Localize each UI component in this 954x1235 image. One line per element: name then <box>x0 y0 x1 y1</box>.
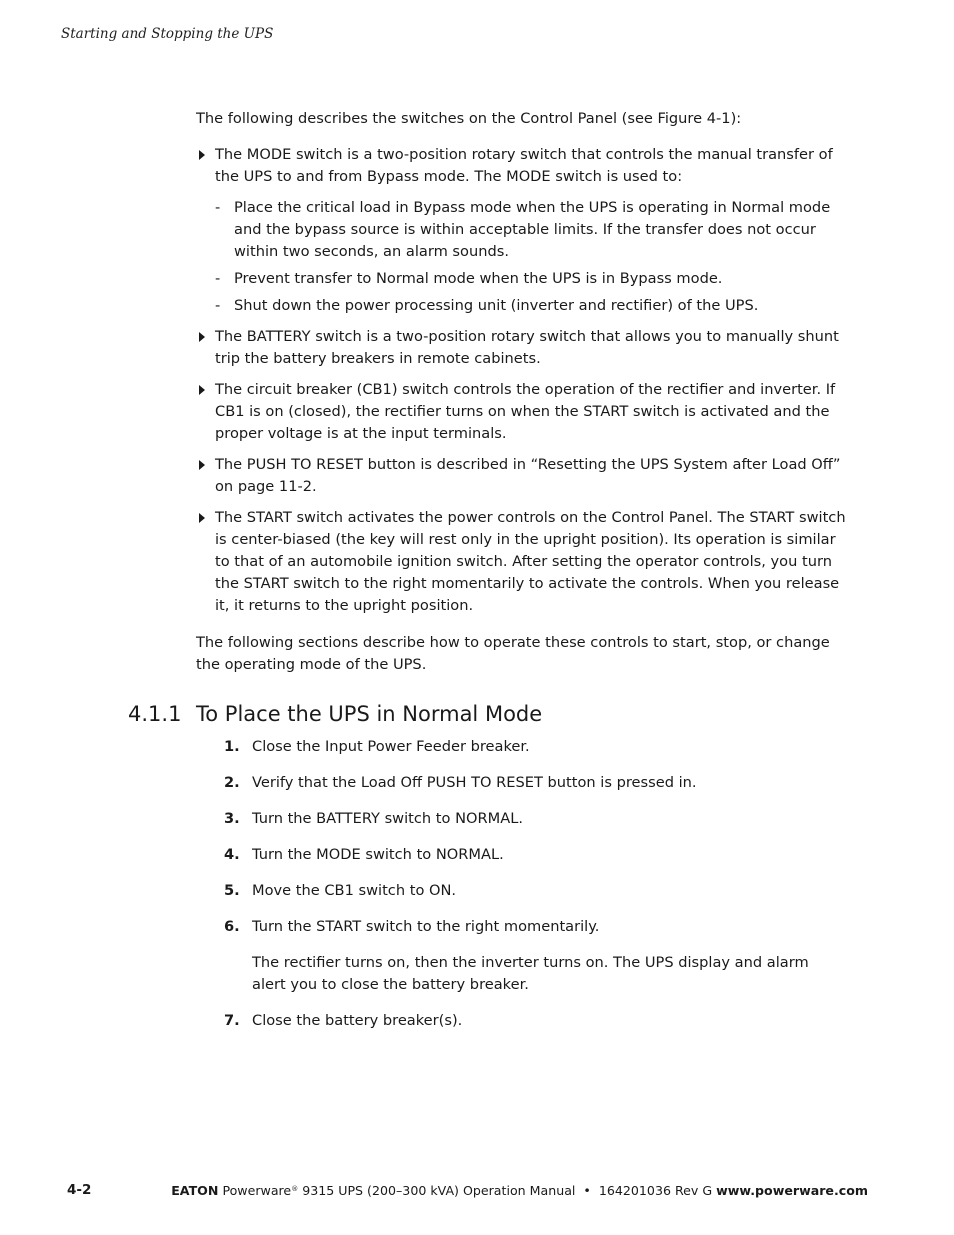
bullet-circuit-breaker <box>196 379 846 445</box>
step-item <box>224 844 844 866</box>
footer-text <box>171 1183 868 1198</box>
step-item <box>224 808 844 830</box>
step-number: 3. <box>224 810 240 827</box>
step-number: 4. <box>224 846 240 863</box>
triangle-bullet-icon <box>199 513 205 523</box>
bullet-text: The MODE switch is a two-position rotary switch that controls the manual transfer of the UPS to and from Bypass mode. The MODE switch is used to: <box>215 146 833 185</box>
footer-manual: 9315 UPS (200–300 kVA) Operation Manual • 164201036 Rev G <box>298 1183 713 1198</box>
step-text: Turn the START switch to the right momentarily. <box>252 918 600 935</box>
step-text: Turn the MODE switch to NORMAL. <box>252 846 504 863</box>
footer-url: www.powerware.com <box>716 1183 868 1198</box>
running-header: Starting and Stopping the UPS <box>61 26 274 42</box>
sub-item <box>215 295 846 317</box>
section-title: To Place the UPS in Normal Mode <box>196 702 543 726</box>
page-number: 4-2 <box>67 1182 92 1198</box>
bullet-text: The BATTERY switch is a two-position rotary switch that allows you to manually shunt trip the battery breakers in remote cabinets. <box>215 328 839 367</box>
footer-brand: EATON <box>171 1183 219 1198</box>
triangle-bullet-icon <box>199 460 205 470</box>
step-number: 6. <box>224 918 240 935</box>
bullet-start-switch <box>196 507 846 617</box>
section-heading <box>128 700 542 728</box>
step-item <box>224 916 844 996</box>
sub-item <box>215 197 846 263</box>
step-number: 5. <box>224 882 240 899</box>
procedure-steps <box>224 736 844 1046</box>
step-item <box>224 1010 844 1032</box>
registered-mark: ® <box>291 1185 299 1193</box>
triangle-bullet-icon <box>199 332 205 342</box>
body-content <box>196 108 846 676</box>
step-item <box>224 772 844 794</box>
dash-marker: - <box>215 199 221 216</box>
footer-product: Powerware <box>222 1183 292 1198</box>
bullet-text: The circuit breaker (CB1) switch controls the operation of the rectifier and inverter. If CB1 is on (closed), the rectifier turns on when the START switch is activated and the proper voltage is at the input terminals. <box>215 381 836 442</box>
sub-item-text: Prevent transfer to Normal mode when the UPS is in Bypass mode. <box>234 270 723 287</box>
bullet-text: The START switch activates the power controls on the Control Panel. The START switch is center-biased (the key will rest only in the upright position). Its operation is similar to that of an automobile ignition switch. After setting the operator controls, you turn the START switch to the right momentarily to activate the controls. When you release it, it returns to the upright position. <box>215 509 846 614</box>
step-text: Turn the BATTERY switch to NORMAL. <box>252 810 523 827</box>
triangle-bullet-icon <box>199 150 205 160</box>
closing-paragraph: The following sections describe how to operate these controls to start, stop, or change the operating mode of the UPS. <box>196 634 830 673</box>
section-number: 4.1.1 <box>128 702 182 726</box>
step-text: Close the battery breaker(s). <box>252 1012 463 1029</box>
sub-item-text: Place the critical load in Bypass mode when the UPS is operating in Normal mode and the bypass source is within acceptable limits. If the transfer does not occur within two seconds, an alarm sounds. <box>234 199 831 260</box>
step-text: Close the Input Power Feeder breaker. <box>252 738 530 755</box>
sub-item-text: Shut down the power processing unit (inverter and rectifier) of the UPS. <box>234 297 759 314</box>
switch-list <box>196 144 846 617</box>
mode-switch-uses <box>215 197 846 317</box>
step-number: 7. <box>224 1012 240 1029</box>
step-item <box>224 880 844 902</box>
bullet-push-to-reset <box>196 454 846 498</box>
intro-paragraph: The following describes the switches on the Control Panel (see Figure 4-1): <box>196 110 742 127</box>
triangle-bullet-icon <box>199 385 205 395</box>
step-item <box>224 736 844 758</box>
bullet-battery-switch <box>196 326 846 370</box>
dash-marker: - <box>215 270 221 287</box>
step-number: 2. <box>224 774 240 791</box>
step-text: Move the CB1 switch to ON. <box>252 882 457 899</box>
sub-item <box>215 268 846 290</box>
bullet-mode-switch <box>196 144 846 317</box>
step-text: Verify that the Load Off PUSH TO RESET button is pressed in. <box>252 774 697 791</box>
step-note: The rectifier turns on, then the inverter turns on. The UPS display and alarm alert you to close the battery breaker. <box>252 954 809 993</box>
dash-marker: - <box>215 297 221 314</box>
step-number: 1. <box>224 738 240 755</box>
bullet-text: The PUSH TO RESET button is described in “Resetting the UPS System after Load Off” on page 11-2. <box>215 456 841 495</box>
